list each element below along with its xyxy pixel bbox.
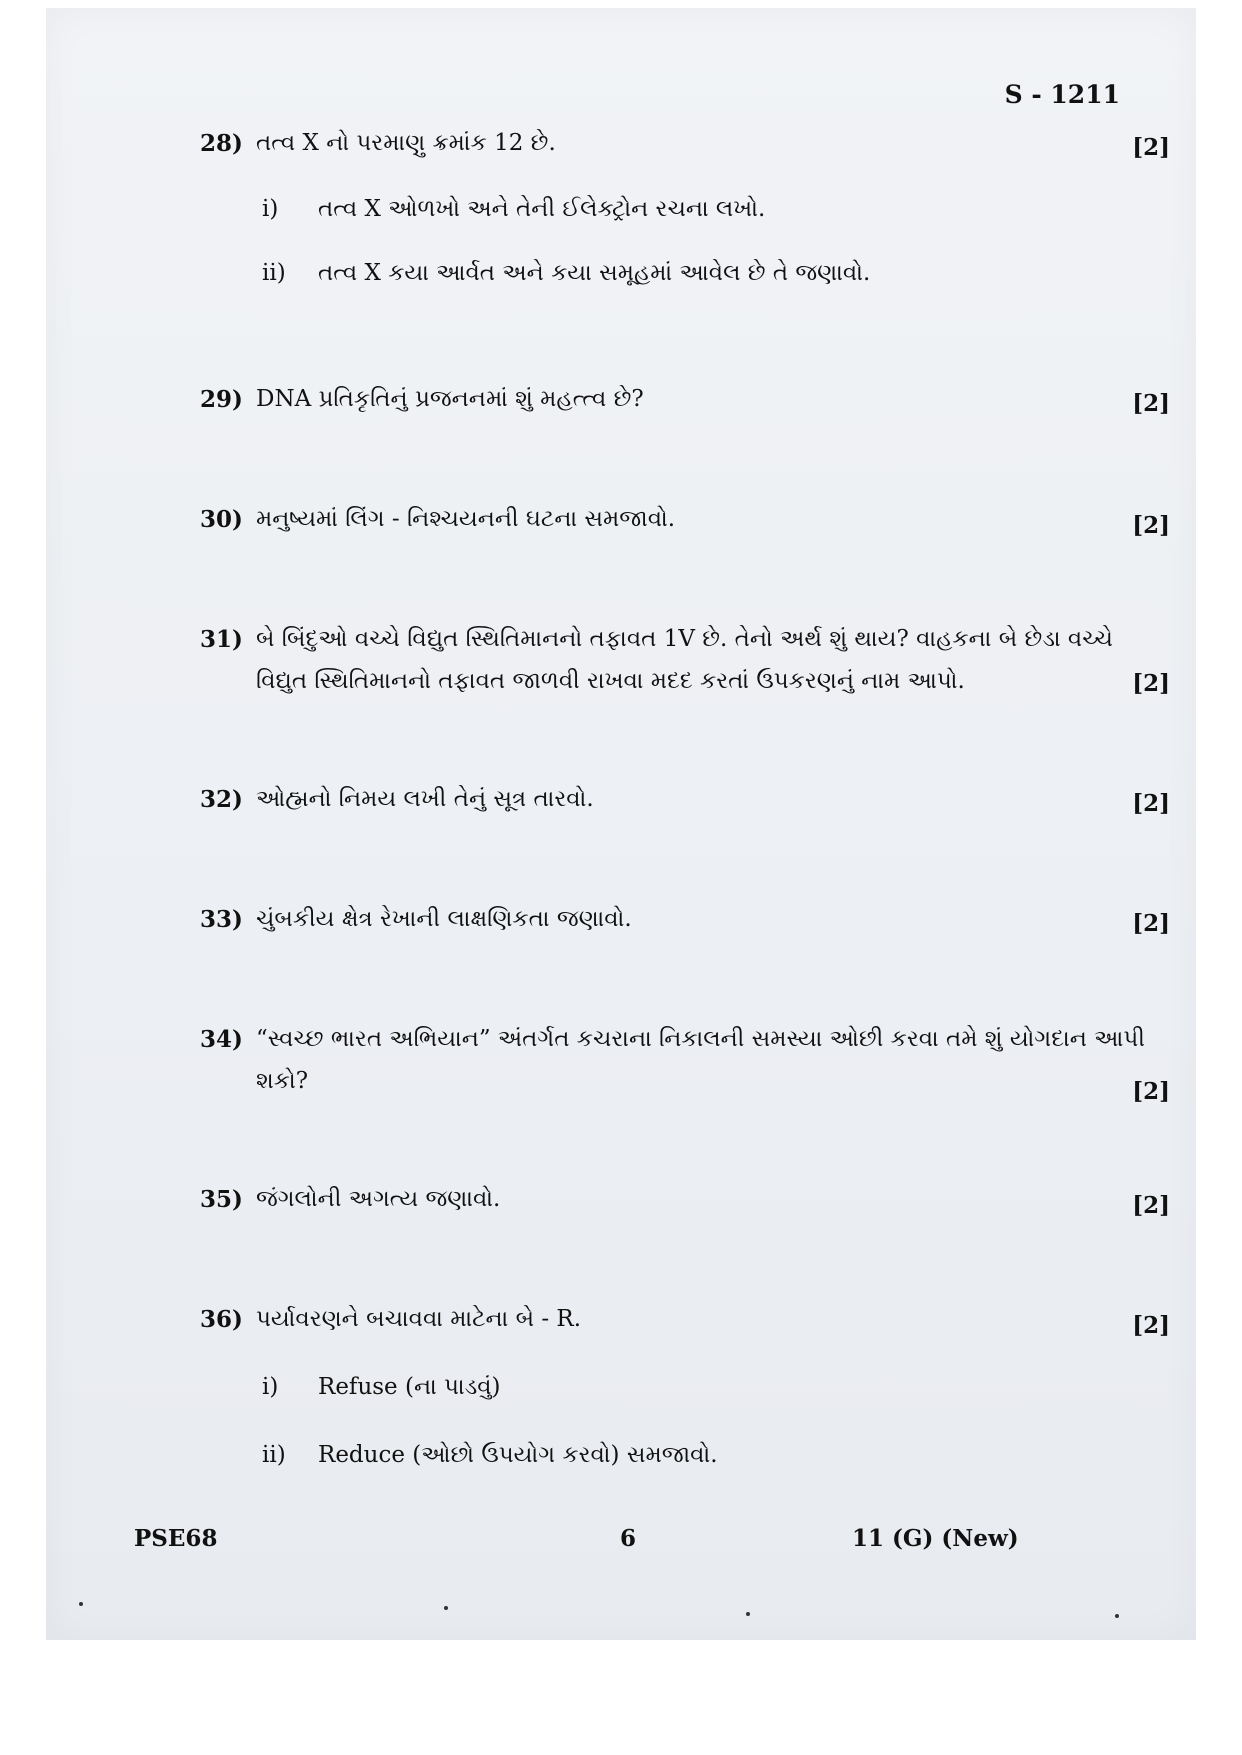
- question-marks: [2]: [1132, 134, 1170, 161]
- footer-version: 11 (G) (New): [852, 1525, 1019, 1552]
- question-text: તત્વ X નો પરમાણુ ક્રમાંક 12 છે.: [256, 130, 556, 156]
- scan-speck: [79, 1602, 83, 1606]
- scan-speck: [746, 1612, 750, 1616]
- page-number: 6: [620, 1525, 637, 1552]
- paper-code: S - 1211: [1004, 80, 1120, 109]
- scan-speck: [1115, 1614, 1119, 1618]
- footer-code: PSE68: [134, 1525, 218, 1552]
- exam-page: S - 1211 28) તત્વ X નો પરમાણુ ક્રમાંક 12 છે. [2] i) તત્વ X ઓળખો અને તેની ઈલેક્ટ્રોન રચના લખો. ii) તત્વ X કયા આર્વત અને કયા સમૂહમાં આવેલ છે તે જણાવો. 29) DNA પ્રતિકૃતિનું પ્રજનનમાં શું મહત્ત્વ છે? [2] 30) મનુષ્યમાં લિંગ - નિશ્ચયનની ઘટના સમજાવો. [2] 31) બે બિંદુઓ વચ્ચે વિદ્યુત સ્થિતિમાનનો તફાવત 1V છે. તેનો અર્થ શું થાય? વાહકના બે છેડા વચ્ચે વિદ્યુત સ્થિતિમાનનો તફાવત જાળવી રાખવા મદદ કરતાં ઉપકરણનું નામ આપો. [2] 32) ઓહ્મનો નિમય લખી તેનું સૂત્ર તારવો. [2] 33) ચુંબકીય ક્ષેત્ર રેખાની લાક્ષણિકતા જણાવો. [2] 34) “સ્વચ્છ ભારત અભિયાન” અંતર્ગત કચરાના નિકાલની સમસ્યા ઓછી કરવા તમે શું યોગદાન આપી શકો? [2] 35) જંગલોની અગત્ય જણાવો. [2] 36) પર્યાવરણને બચાવવા માટેના બે - R. [2] i) Refuse (ના પાડવું) ii) Reduce (ઓછો ઉપયોગ કરવો) સમજાવો. PSE68 6 11 (G) (New): [46, 8, 1196, 1640]
- scan-speck: [444, 1606, 448, 1610]
- question-number: 28): [200, 130, 243, 157]
